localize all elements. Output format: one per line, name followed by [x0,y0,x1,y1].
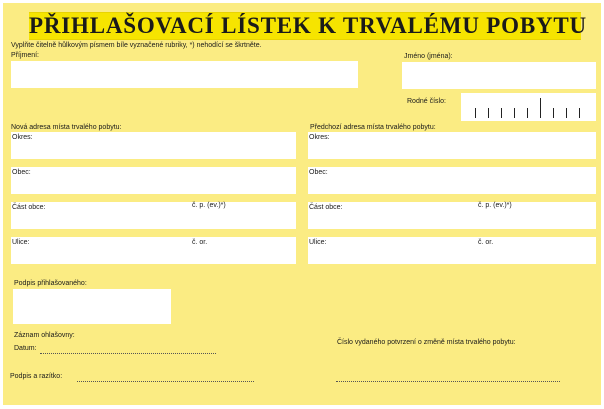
signature-field[interactable] [13,289,171,324]
digit-tick [475,108,476,118]
new-part-field[interactable] [11,202,296,229]
digit-tick [488,108,489,118]
surname-field[interactable] [11,61,358,88]
new-municipality-label: Obec: [12,169,31,176]
previous-part-label: Část obce: [309,204,343,211]
confirmation-number-line[interactable] [336,381,560,382]
previous-municipality-field[interactable] [308,167,596,194]
previous-house-number-label: č. p. (ev.)*) [478,202,512,209]
sign-stamp-line[interactable] [77,381,254,382]
digit-tick [514,108,515,118]
surname-label: Příjmení: [11,52,40,59]
digit-tick [501,108,502,118]
previous-municipality-label: Obec: [309,169,328,176]
new-street-label: Ulice: [12,239,30,246]
previous-orient-number-label: č. or. [478,239,494,246]
new-district-field[interactable] [11,132,296,159]
new-address-heading: Nová adresa místa trvalého pobytu: [11,124,122,131]
new-part-label: Část obce: [12,204,46,211]
previous-street-label: Ulice: [309,239,327,246]
birth-number-field[interactable] [461,93,596,121]
date-label: Datum: [14,345,37,352]
new-orient-number-label: č. or. [192,239,208,246]
form-title: PŘIHLAŠOVACÍ LÍSTEK K TRVALÉMU POBYTU [29,13,587,38]
new-street-field[interactable] [11,237,296,264]
date-line[interactable] [40,353,216,354]
birth-number-label: Rodné číslo: [407,98,446,105]
signature-label: Podpis přihlašovaného: [14,280,87,287]
given-names-label: Jméno (jména): [404,53,453,60]
instructions-text: Vyplňte čitelně hůlkovým písmem bíle vyznačené rubriky, *) nehodící se škrtněte. [11,42,262,49]
digit-tick [553,108,554,118]
previous-district-field[interactable] [308,132,596,159]
previous-part-field[interactable] [308,202,596,229]
digit-tick [566,108,567,118]
previous-address-heading: Předchozí adresa místa trvalého pobytu: [310,124,436,131]
registration-form [3,3,601,405]
digit-tick [527,108,528,118]
sign-stamp-label: Podpis a razítko: [10,373,63,380]
previous-district-label: Okres: [309,134,330,141]
given-names-field[interactable] [402,62,596,89]
previous-street-field[interactable] [308,237,596,264]
digit-tick [579,108,580,118]
confirmation-number-label: Číslo vydaného potvrzení o změně místa trvalého pobytu: [337,339,516,346]
new-municipality-field[interactable] [11,167,296,194]
digit-separator-tick [540,98,541,118]
new-house-number-label: č. p. (ev.)*) [192,202,226,209]
record-heading: Záznam ohlašovny: [14,332,75,339]
new-district-label: Okres: [12,134,33,141]
